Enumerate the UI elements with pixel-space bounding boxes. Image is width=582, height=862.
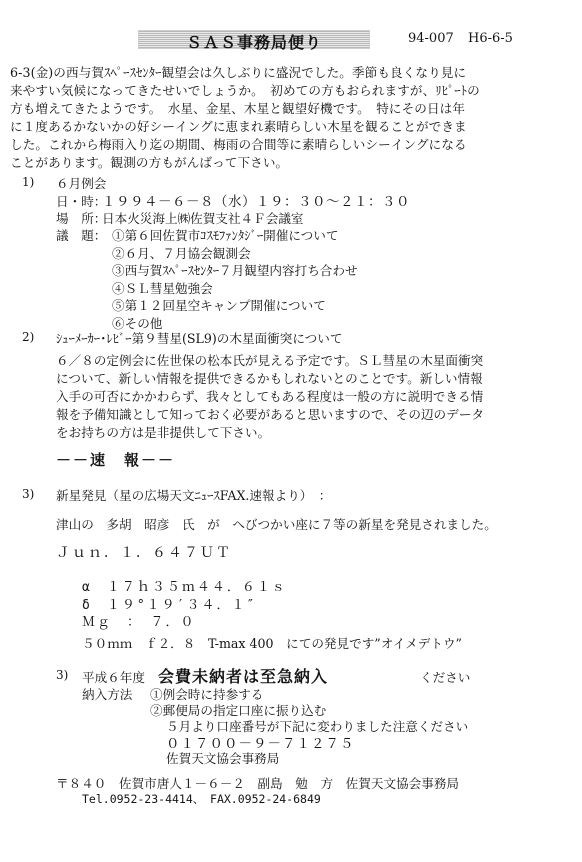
nova-magnitude: Ｍｇ ： ７．０ <box>82 615 196 630</box>
meeting-agenda-label: 議 題： <box>56 228 107 243</box>
intro-line: ことがあります。観測の方もがんばって下さい。 <box>10 155 289 170</box>
meeting-date-value: １９９４－６－８（水）１９：３０～２１：３０ <box>102 194 410 210</box>
agenda-item: ⑤第１２回星空キャンプ開催について <box>112 298 326 313</box>
comet-paragraph <box>56 352 566 442</box>
section-number: 1) <box>22 175 35 189</box>
nova-right-ascension: α １７ｈ３５ｍ４４．６１ｓ <box>82 580 287 595</box>
document-number: 94-007 <box>408 31 454 46</box>
intro-line: 方も増えてきたようです。 水星、金星、木星と観望好機です。 特にその日は年 <box>10 101 466 116</box>
fee-method-1: ①例会時に持参する <box>150 687 264 702</box>
fee-account-number: ０１７００－９－７１２７５ <box>166 736 355 752</box>
intro-line: 来やすい気候になってきたせいでしょうか。 初めての方もおられますが、ﾘﾋﾟｰﾄの <box>10 83 480 98</box>
fee-account-name: 佐賀天文協会事務局 <box>166 751 280 766</box>
fee-method-label: 納入方法 <box>82 687 133 702</box>
section-heading: ６月例会 <box>56 176 107 191</box>
section-heading: 新星発見（星の広場天文ﾆｭｰｽFAX.速報より） ： <box>56 488 332 503</box>
footer-address: 〒８４０ 佐賀市唐人１－６－２ 副島 勉 方 佐賀天文協会事務局 <box>56 776 459 791</box>
meeting-agenda-row <box>56 225 107 244</box>
intro-paragraph <box>10 64 565 172</box>
meeting-date-row <box>56 190 410 210</box>
section-heading: ｼｭｰﾒｰｶｰ･ﾚﾋﾞｰ第９彗星(SL9)の木星面衝突について <box>56 331 343 346</box>
comet-line: をお持ちの方は是非提供して下さい。 <box>56 425 271 440</box>
comet-line: ６／８の定例会に佐世保の松本氏が見える予定です。ＳＬ彗星の木星面衝突 <box>56 353 484 368</box>
agenda-item: ⑥その他 <box>112 316 163 331</box>
comet-line: 入手の可否にかかわらず、我々としてもある程度は一般の方に説明できる情 <box>56 389 484 404</box>
agenda-item: ②６月、７月協会観測会 <box>112 246 251 261</box>
section-number: 3) <box>56 668 69 682</box>
section-number: 3) <box>22 487 35 501</box>
page-title: ＳＡＳ事務局便り <box>185 33 322 52</box>
agenda-item: ③西与賀ｽﾍﾟｰｽｾﾝﾀｰ７月観望内容打ち合わせ <box>112 263 358 278</box>
document-date: H6-6-5 <box>468 31 513 46</box>
agenda-item: ④ＳＬ彗星勉強会 <box>112 281 213 296</box>
fee-year: 平成６年度 <box>82 670 145 685</box>
intro-line: に１度あるかないかの好シーイングに恵まれ素晴らしい木星を観ることができま <box>10 119 467 134</box>
footer-contact: Tel.0952-23-4414、 FAX.0952-24-6849 <box>82 792 321 806</box>
flash-news-heading: －－速 報－－ <box>56 451 176 469</box>
intro-line: 6-3(金)の西与賀ｽﾍﾟｰｽｾﾝﾀｰ観望会は久しぶりに盛況でした。季節も良くなり見に <box>10 65 467 80</box>
section-number: 2) <box>22 330 35 344</box>
meeting-place-label: 場 所： <box>56 211 107 226</box>
nova-equipment: ５０ｍｍ ｆ２．８ T-max 400 にての発見です”オイメデトウ” <box>82 636 462 651</box>
intro-line: した。これから梅雨入り迄の期間、梅雨の合間等に素晴らしいシーイングになる <box>10 137 467 152</box>
comet-line: 報を予備知識として知っておく必要があると思いますので、その辺のデータ <box>56 407 484 422</box>
fee-method-2: ②郵便局の指定口座に振り込む <box>150 703 327 718</box>
fee-please: ください <box>420 670 471 685</box>
agenda-item: ①第６回佐賀市ｺｽﾓﾌｧﾝﾀｼﾞｰ開催について <box>112 228 339 243</box>
fee-account-change-notice: ５月より口座番号が下記に変わりました注意ください <box>166 719 469 734</box>
header <box>0 28 582 50</box>
title-banner <box>138 30 370 52</box>
meeting-date-label: 日・時： <box>56 194 107 209</box>
comet-line: について、新しい情報を提供できるかもしれないとのことです。新しい情報 <box>56 371 483 386</box>
nova-declination: δ １９°１９′３４．１″ <box>82 598 257 613</box>
nova-date: Ｊｕｎ．１．６４７ＵＴ <box>56 545 232 561</box>
fee-urgent-notice: 会費未納者は至急納入 <box>158 667 329 686</box>
meeting-place-value: 日本火災海上㈱佐賀支社４Ｆ会議室 <box>102 211 304 226</box>
nova-discovery: 津山の 多胡 昭彦 氏 が へびつかい座に７等の新星を発見されました。 <box>56 517 497 532</box>
